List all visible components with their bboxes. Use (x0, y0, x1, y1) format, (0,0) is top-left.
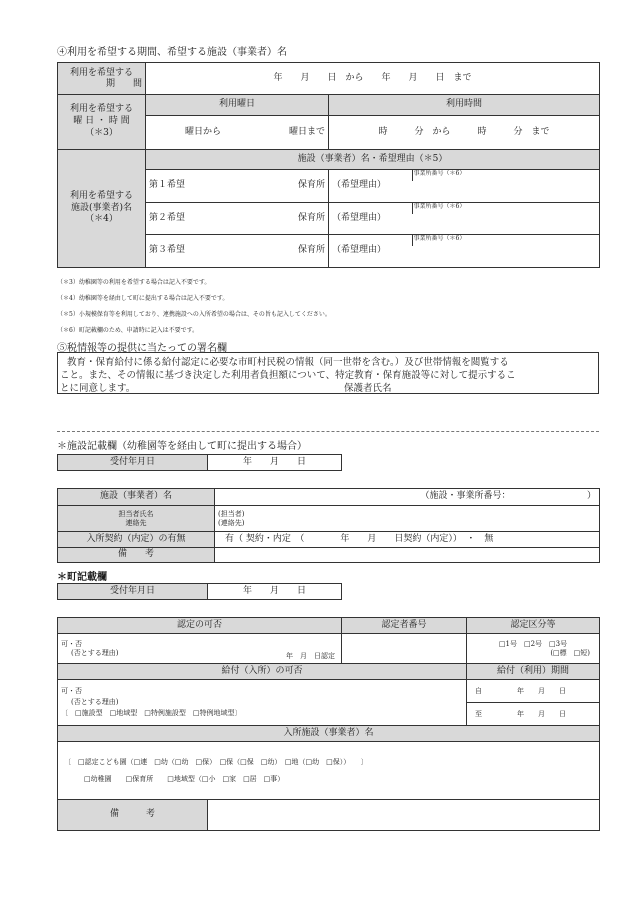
dow-label-line1: 利用を希望する (69, 104, 133, 115)
staff-label-line1: 担当者氏名 (118, 510, 154, 519)
office-no-label: 事業所番号（＊6） (413, 203, 466, 210)
dow-value[interactable] (146, 116, 329, 150)
time-header: 利用時間 (329, 95, 600, 116)
cert-yes-no: 可・否 (61, 640, 82, 649)
facility-info-table (57, 488, 600, 563)
office-no-label: 事業所番号（＊6） (413, 235, 466, 242)
facility-label (58, 150, 146, 268)
note-5: （＊5）小規模保育等を利用しており、連携施設への入所希望の場合は、その旨も記入してください。 (57, 311, 331, 318)
facility-received-value[interactable]: 年 月 日 (208, 455, 342, 471)
facility-office-no: （施設・事業所番号： ） (420, 491, 596, 502)
choice-1-rank[interactable] (146, 170, 329, 203)
facility-label-line1: 利用を希望する (69, 190, 133, 201)
entry-header: 入所施設（事業者）名 (58, 726, 600, 742)
town-received-table (57, 583, 342, 600)
choice-type-label: 保育所 (297, 245, 325, 256)
period-label (58, 63, 146, 95)
dow-from: 曜日から (185, 126, 222, 137)
signature-field[interactable] (400, 382, 590, 393)
cert-date: 年 月 日認定 (286, 651, 336, 660)
facility-section-heading: ＊施設記載欄（幼稚園等を経由して町に提出する場合） (57, 441, 307, 452)
choice-rank-label: 第２希望 (149, 212, 186, 223)
choice-1-reason[interactable]: （希望理由） (329, 170, 412, 203)
cert-no-header: 認定者番号 (342, 618, 467, 634)
dow-header: 利用曜日 (146, 95, 329, 116)
choice-3-office (412, 235, 600, 268)
dow-label-line3: （＊3） (85, 127, 118, 138)
time-value[interactable]: 時 分 から 時 分 まで (329, 116, 600, 150)
facility-name-label: 施設（事業者）名 (58, 489, 215, 506)
period-header: 給付（利用）期間 (467, 664, 600, 680)
period-from[interactable]: 自 年 月 日 (467, 680, 600, 703)
cert-reason: (否とする理由) (71, 648, 119, 657)
cert-types-line1: □1号 □2号 □3号 (498, 640, 568, 649)
staff-label-line2: 連絡先 (125, 518, 147, 527)
benefit-types: 〔 □施設型 □地域型 □特例施設型 □特例地域型〕 (61, 708, 242, 717)
consent-line1: 教育・保育給付に係る給付認定に必要な市町村民税の情報（同一世帯を含む。）及び世帯情報を閲覧する (67, 357, 509, 368)
staff-label (58, 506, 215, 532)
consent-line3: とに同意します。 (60, 383, 136, 394)
facility-header: 施設（事業者）名・希望理由（＊5） (146, 150, 600, 170)
cut-line (57, 431, 599, 432)
cert-value[interactable] (58, 634, 342, 664)
town-received-label: 受付年月日 (58, 584, 208, 600)
town-remarks-label: 備 考 (58, 800, 208, 831)
section4-heading: ④利用を希望する期間、希望する施設（事業者）名 (57, 47, 287, 58)
facility-received-table (57, 454, 342, 471)
cert-no-value[interactable] (342, 634, 467, 664)
entry-value[interactable] (58, 742, 600, 800)
facility-name-value[interactable] (215, 489, 600, 506)
entry-line1: 〔 □認定こども園（□連 □幼（□幼 □保） □保（□保 □幼） □地（□幼 □保）） 〕 (64, 758, 368, 767)
contract-label: 入所契約（内定）の有無 (58, 532, 215, 548)
dow-label-line2: 曜 日 ・ 時 間 (73, 116, 130, 127)
period-label-line2: 期 間 (105, 78, 142, 89)
benefit-yes-no: 可・否 (61, 687, 82, 696)
facility-label-line3: （＊4） (85, 214, 118, 225)
choice-type-label: 保育所 (297, 212, 325, 223)
choice-3-rank[interactable] (146, 235, 329, 268)
facility-remarks-label: 備 考 (58, 548, 215, 563)
facility-remarks-value[interactable] (215, 548, 600, 563)
note-6: （＊6）町記載欄のため、申請時に記入は不要です。 (57, 327, 199, 334)
choice-rank-label: 第１希望 (149, 180, 186, 191)
choice-3-reason[interactable]: （希望理由） (329, 235, 412, 268)
contract-value[interactable]: 有（ 契約・内定 （ 年 月 日契約（内定）） ・ 無 (215, 532, 600, 548)
usage-request-table (57, 62, 600, 268)
choice-rank-label: 第３希望 (149, 245, 186, 256)
choice-2-reason[interactable]: （希望理由） (329, 203, 412, 235)
section5-heading: ⑤税情報等の提供に当たっての署名欄 (57, 343, 227, 354)
entry-line2: □幼稚園 □保育所 □地域型（□小 □家 □居 □事） (84, 774, 285, 783)
choice-2-office (412, 203, 600, 235)
dow-to: 曜日まで (288, 126, 325, 137)
facility-label-line2: 施設(事業者)名 (70, 202, 133, 213)
cert-header: 認定の可否 (58, 618, 342, 634)
note-3: （＊3）幼稚園等の利用を希望する場合は記入不要です。 (57, 279, 211, 286)
cert-type-value[interactable] (467, 634, 600, 664)
period-label-line1: 利用を希望する (69, 67, 133, 78)
staff-value-line1: (担当者) (218, 510, 245, 519)
cert-types-line2: (□標 □短) (550, 648, 591, 657)
cert-type-header: 認定区分等 (467, 618, 600, 634)
dow-label (58, 95, 146, 150)
town-cert-table (57, 617, 600, 831)
town-remarks-value[interactable] (208, 800, 600, 831)
staff-value[interactable] (215, 506, 600, 532)
period-to[interactable]: 至 年 月 日 (467, 703, 600, 726)
period-value[interactable]: 年 月 日 から 年 月 日 まで (146, 63, 600, 95)
consent-line2: こと。また、その情報に基づき決定した利用者負担額について、特定教育・保育施設等に対して提示するこ (60, 370, 516, 381)
benefit-header: 給付（入所）の可否 (58, 664, 467, 680)
choice-2-rank[interactable] (146, 203, 329, 235)
choice-1-office (412, 170, 600, 203)
choice-type-label: 保育所 (297, 180, 325, 191)
benefit-reason: (否とする理由) (71, 698, 119, 707)
facility-received-label: 受付年月日 (58, 455, 208, 471)
town-section-heading: ＊町記載欄 (57, 572, 107, 583)
signature-label: 保護者氏名 (344, 383, 392, 394)
benefit-value[interactable] (58, 680, 467, 726)
note-4: （＊4）幼稚園等を経由して町に提出する場合は記入不要です。 (57, 295, 229, 302)
town-received-value[interactable]: 年 月 日 (208, 584, 342, 600)
staff-value-line2: (連絡先) (218, 518, 245, 527)
office-no-label: 事業所番号（＊6） (413, 170, 466, 177)
